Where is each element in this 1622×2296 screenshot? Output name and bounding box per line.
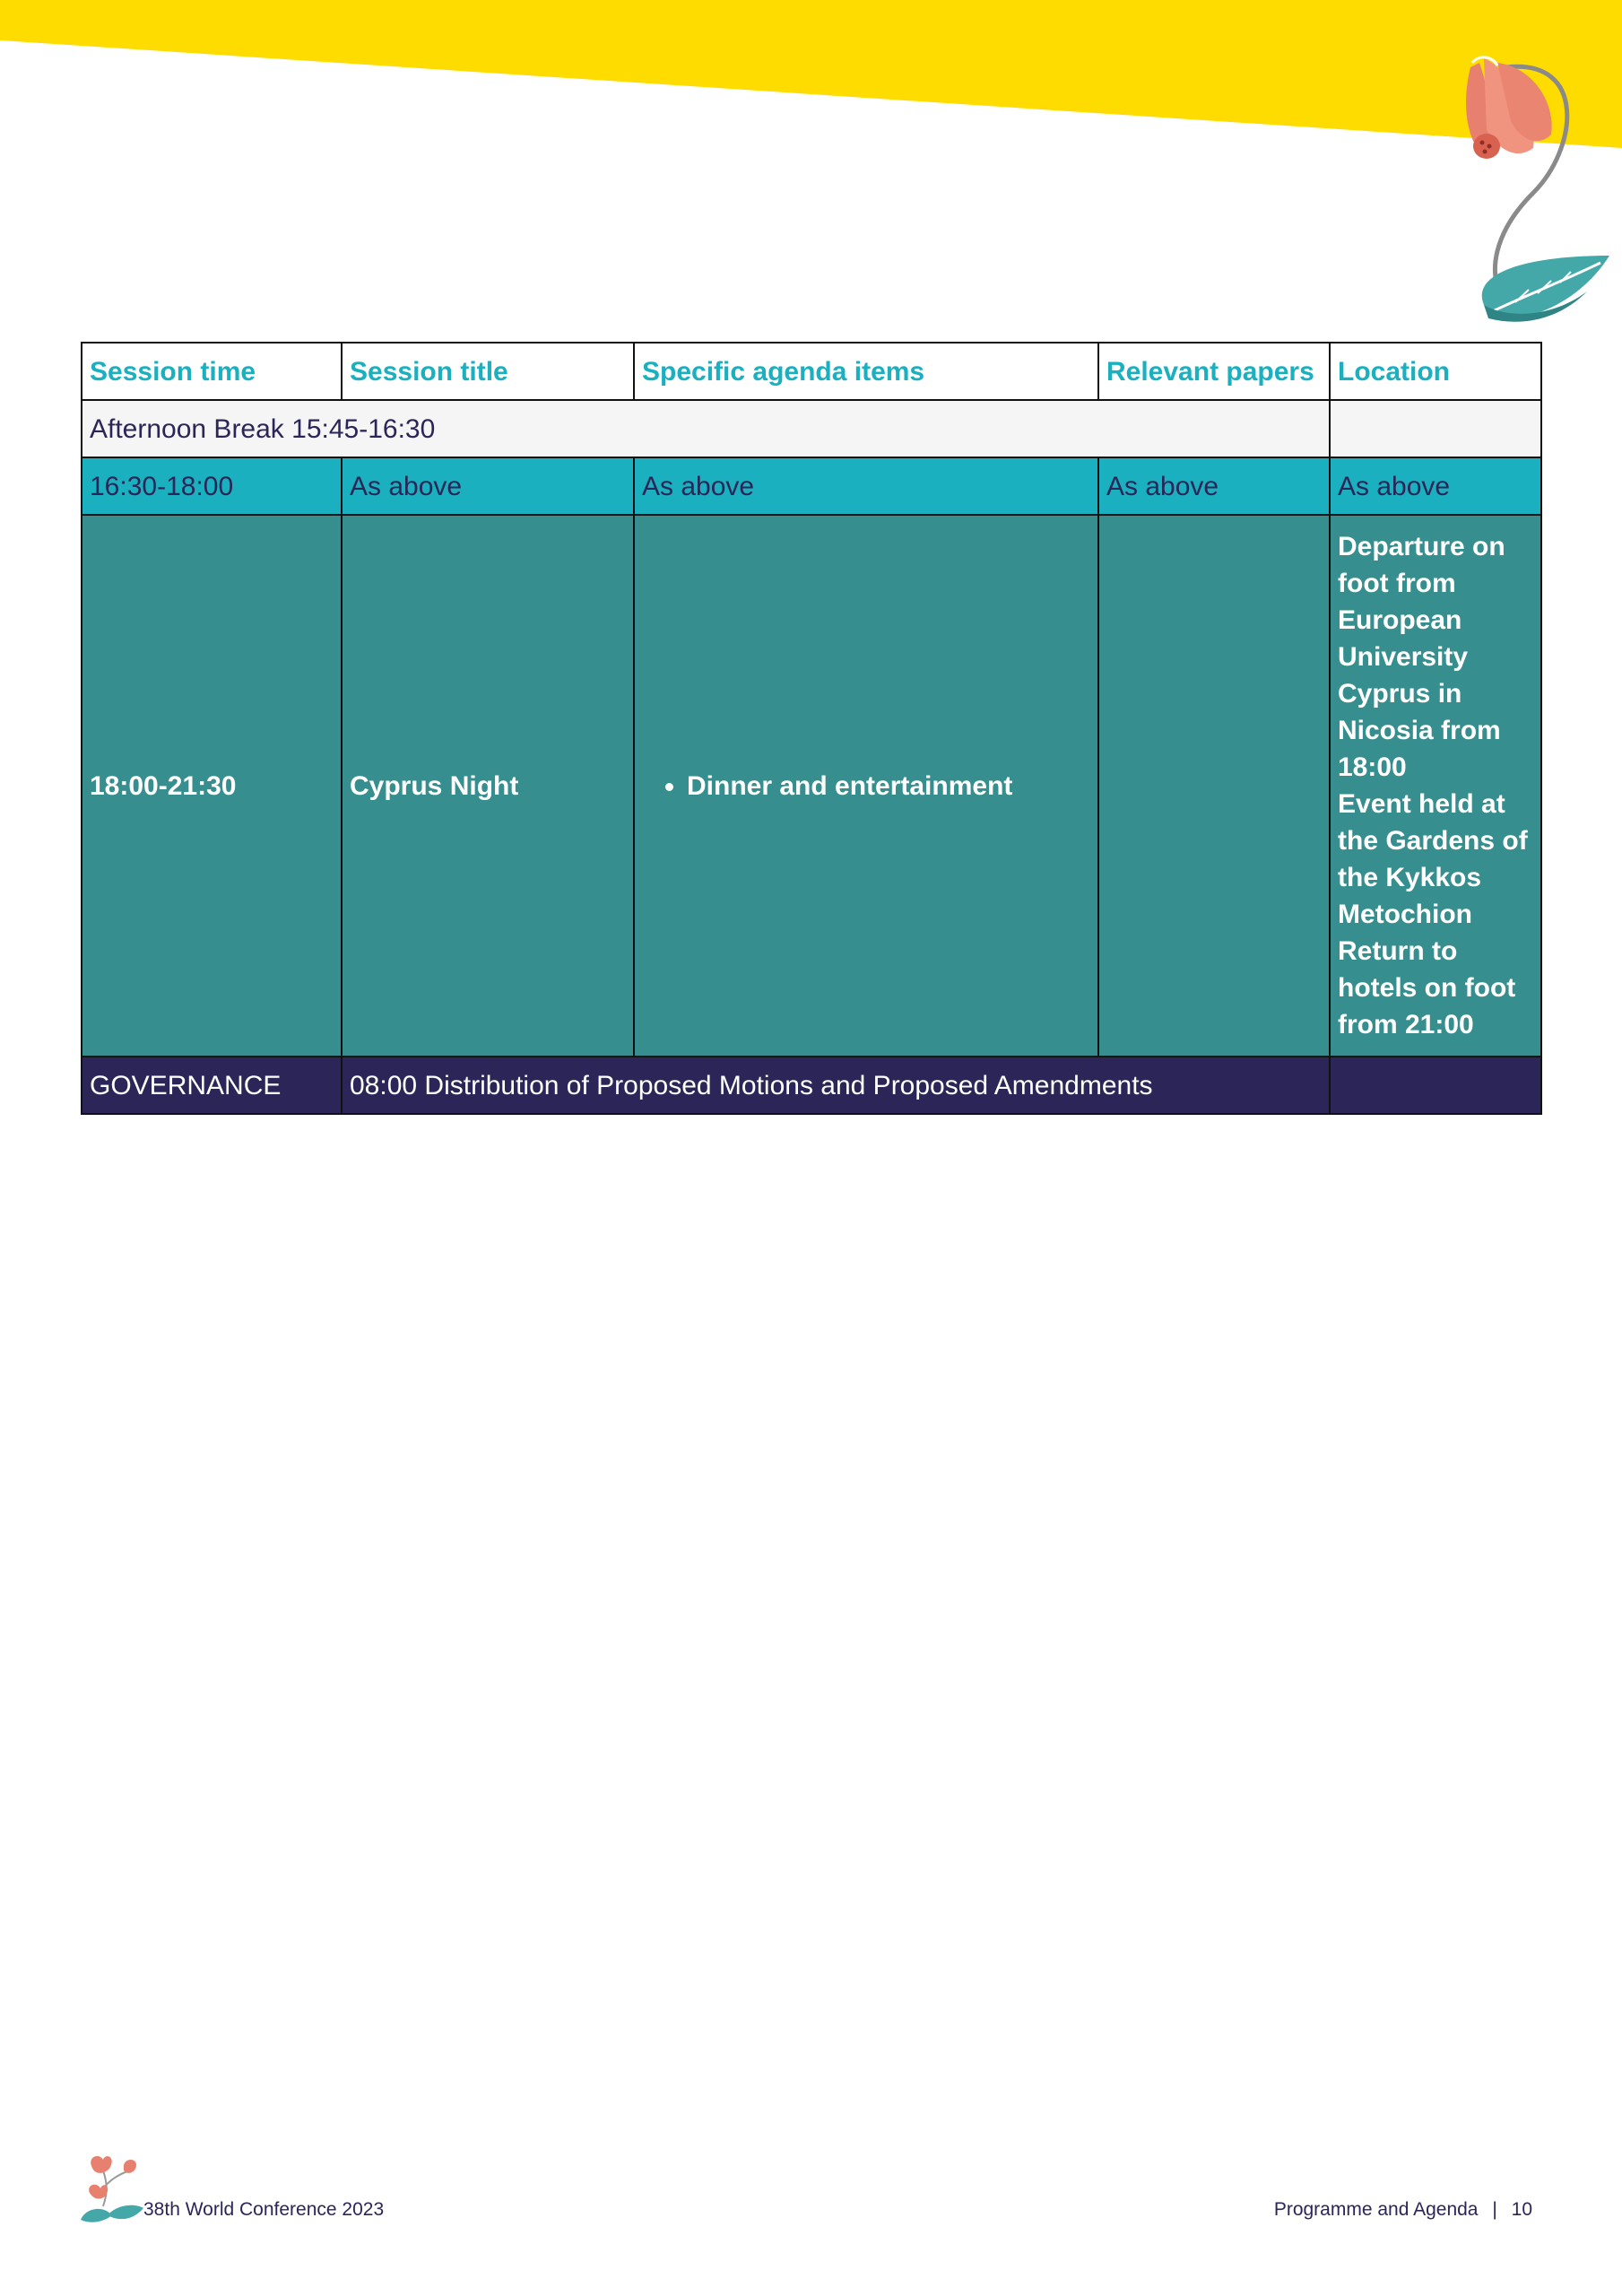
location-line: Return to hotels on foot from 21:00	[1338, 936, 1516, 1039]
table-row-cyprus-night	[82, 515, 1541, 1057]
cell-items	[634, 515, 1098, 1057]
cell-location	[1330, 515, 1541, 1057]
cell-time: 16:30-18:00	[82, 457, 342, 515]
governance-location	[1330, 1057, 1541, 1114]
footer-separator: |	[1492, 2199, 1497, 2220]
cell-papers: As above	[1098, 457, 1330, 515]
cell-title: As above	[342, 457, 634, 515]
header-location: Location	[1330, 343, 1541, 400]
cell-time: 18:00-21:30	[82, 515, 342, 1057]
governance-label: GOVERNANCE	[82, 1057, 342, 1114]
location-line: Event held at the Gardens of the Kykkos Metochion	[1338, 789, 1528, 929]
header-relevant-papers: Relevant papers	[1098, 343, 1330, 400]
location-line: Departure on foot from European University Cyprus in Nicosia from 18:00	[1338, 532, 1505, 782]
table-row-afternoon-break	[82, 400, 1541, 457]
break-location	[1330, 400, 1541, 457]
agenda-table	[81, 342, 1542, 1115]
conference-logo-icon	[81, 2152, 143, 2224]
header-agenda-items: Specific agenda items	[634, 343, 1098, 400]
cell-location: As above	[1330, 457, 1541, 515]
yellow-banner	[0, 0, 1622, 152]
flower-decoration-icon	[1453, 49, 1614, 336]
agenda-items-list	[642, 768, 1090, 804]
footer-right	[1274, 2199, 1532, 2221]
governance-text: 08:00 Distribution of Proposed Motions and Proposed Amendments	[342, 1057, 1330, 1114]
cell-title: Cyprus Night	[342, 515, 634, 1057]
table-header-row	[82, 343, 1541, 400]
header-session-title: Session title	[342, 343, 634, 400]
cell-papers	[1098, 515, 1330, 1057]
header-session-time: Session time	[82, 343, 342, 400]
cell-items: As above	[634, 457, 1098, 515]
footer-left	[81, 2152, 529, 2233]
table-row-governance	[82, 1057, 1541, 1114]
page-number: 10	[1511, 2199, 1532, 2220]
break-label: Afternoon Break 15:45-16:30	[82, 400, 1330, 457]
footer-conference-name: 38th World Conference 2023	[143, 2199, 385, 2220]
table-row-session-1630	[82, 457, 1541, 515]
list-item: • Dinner and entertainment	[687, 768, 1090, 804]
footer-document-title: Programme and Agenda	[1273, 2199, 1479, 2220]
